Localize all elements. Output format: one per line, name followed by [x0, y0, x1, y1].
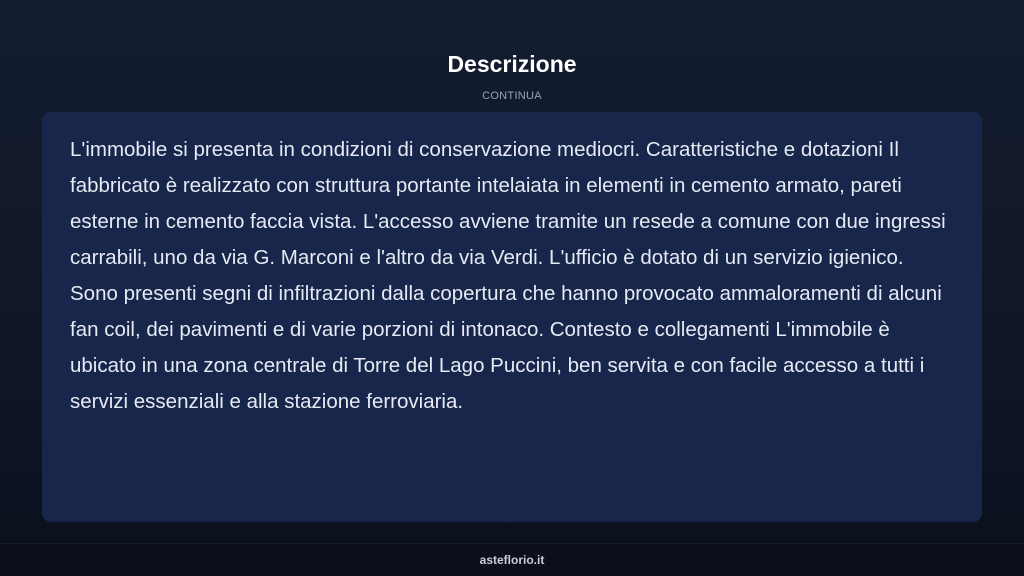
footer-site-label: asteflorio.it — [479, 553, 545, 567]
description-text: L'immobile si presenta in condizioni di conservazione mediocri. Caratteristiche e dotazioni Il fabbricato è realizzato con struttura portante intelaiata in elementi in cemento armato, pareti esterne in cemento faccia vista. L'accesso avviene tramite un resede a comune con due ingressi carrabili, uno da via G. Marconi e l'altro da via Verdi. L'ufficio è dotato di un servizio igienico. Sono presenti segni di infiltrazioni dalla copertura che hanno provocato ammaloramenti di alcuni fan coil, dei pavimenti e di varie porzioni di intonaco. Contesto e collegamenti L'immobile è ubicato in una zona centrale di Torre del Lago Puccini, ben servita e con facile accesso a tutti i servizi essenziali e alla stazione ferroviaria. — [70, 138, 946, 413]
continue-link[interactable]: CONTINUA — [482, 90, 542, 102]
footer-bar — [0, 543, 1024, 576]
description-card — [42, 112, 982, 522]
page-title: Descrizione — [447, 51, 577, 77]
